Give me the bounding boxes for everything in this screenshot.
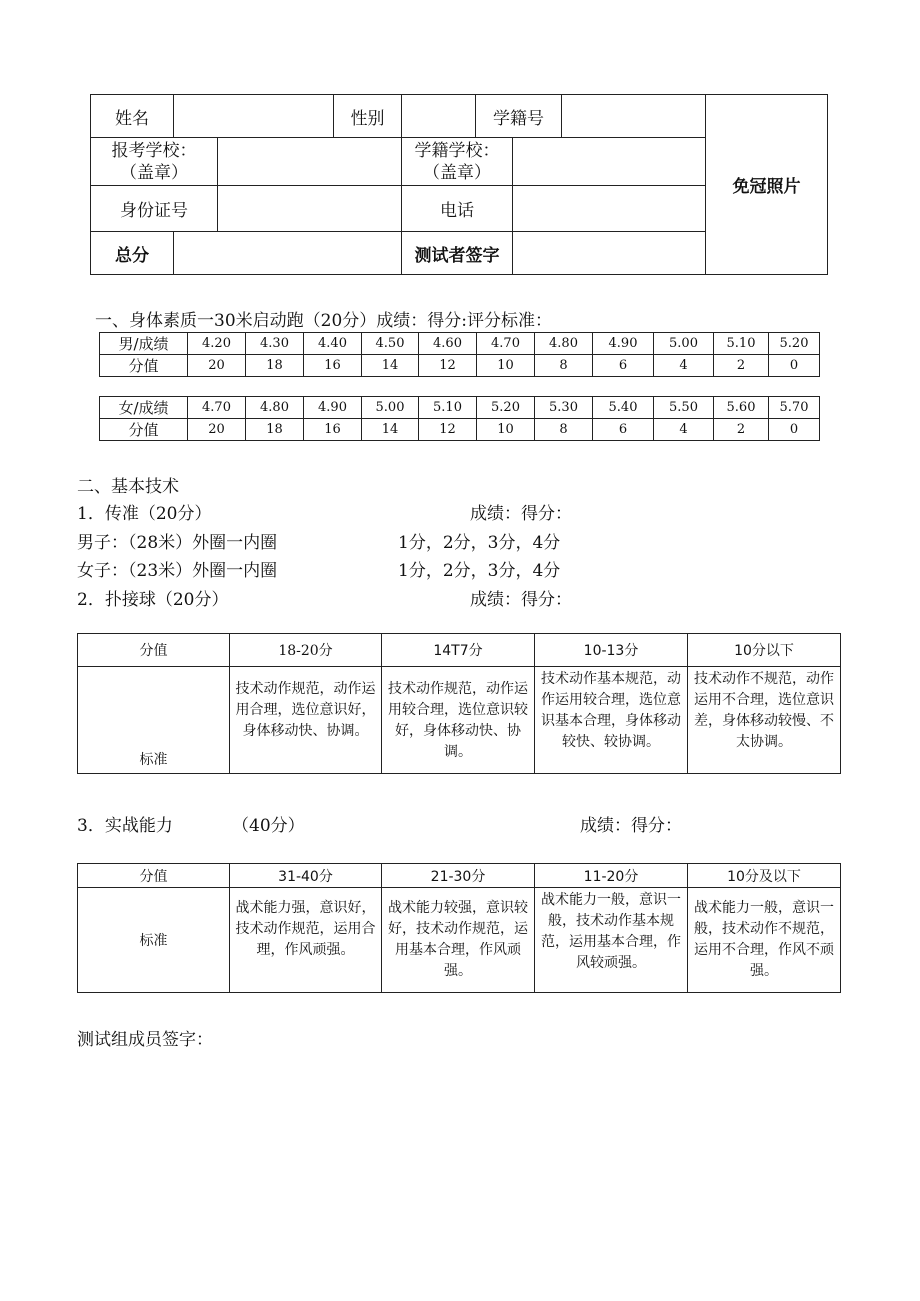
- combat-standard-row: [78, 888, 841, 993]
- gender-field[interactable]: [402, 95, 476, 138]
- combat-standard-cell: 战术能力一般，意识一般，技术动作基本规范，运用基本合理，作风较顽强。: [535, 888, 688, 993]
- male-time-cell: 4.30: [246, 333, 304, 355]
- combat-standards-table: [77, 863, 841, 993]
- combat-title: 3．实战能力: [77, 816, 173, 836]
- male-time-cell: 4.20: [188, 333, 246, 355]
- catch-header-cell: 18-20分: [230, 634, 382, 667]
- name-label: 姓名: [91, 95, 174, 138]
- reg-school-field[interactable]: [513, 138, 706, 186]
- male-score-cell: 10: [477, 355, 535, 377]
- pass-accuracy-title: 1．传准（20分）: [77, 504, 212, 524]
- female-score-cell: 12: [419, 419, 477, 441]
- combat-standard-cell: 战术能力较强，意识较好，技术动作规范，运用基本合理，作风顽强。: [382, 888, 535, 993]
- male-times-row: [100, 333, 820, 355]
- female-time-cell: 4.80: [246, 397, 304, 419]
- phone-label: 电话: [402, 186, 513, 232]
- combat-header-cell: 10分及以下: [688, 864, 841, 888]
- tester-sign-label: 测试者签字: [402, 232, 513, 275]
- female-scores-row: [100, 419, 820, 441]
- combat-standard-cell: 战术能力一般，意识一般，技术动作不规范，运用不合理，作风不顽强。: [688, 888, 841, 993]
- female-time-cell: 5.50: [654, 397, 714, 419]
- catch-result: 成绩：得分：: [470, 590, 572, 610]
- female-time-cell: 4.70: [188, 397, 246, 419]
- female-score-cell: 16: [304, 419, 362, 441]
- reg-school-label: [402, 138, 513, 186]
- catch-header-row: [78, 634, 841, 667]
- female-scores-label: 分值: [100, 419, 188, 441]
- reg-school-label-2: （盖章）: [423, 162, 491, 183]
- catch-col-label: 分值: [78, 634, 230, 667]
- catch-standard-cell: 技术动作不规范，动作运用不合理，选位意识差，身体移动较慢、不太协调。: [688, 667, 841, 774]
- catch-header-cell: 10分以下: [688, 634, 841, 667]
- catch-standard-cell: 技术动作基本规范，动作运用较合理，选位意识基本合理，身体移动较快、较协调。: [535, 667, 688, 774]
- catch-row-label: 标准: [78, 667, 230, 774]
- female-score-cell: 8: [535, 419, 593, 441]
- male-score-cell: 6: [593, 355, 654, 377]
- id-card-field[interactable]: [218, 186, 402, 232]
- female-times-row: [100, 397, 820, 419]
- female-pass-line: 女子：（23米）外圈一内圈: [77, 561, 278, 581]
- male-score-cell: 4: [654, 355, 714, 377]
- male-score-cell: 8: [535, 355, 593, 377]
- female-pass-points: 1分，2分，3分，4分: [398, 561, 561, 581]
- combat-header-row: [78, 864, 841, 888]
- female-score-cell: 4: [654, 419, 714, 441]
- reg-school-label-1: 学籍学校：: [414, 140, 500, 161]
- female-times-label: 女/成绩: [100, 397, 188, 419]
- total-score-field[interactable]: [174, 232, 402, 275]
- apply-school-label: [91, 138, 218, 186]
- catch-header-cell: 14T7分: [382, 634, 535, 667]
- catch-header-cell: 10-13分: [535, 634, 688, 667]
- female-time-cell: 5.20: [477, 397, 535, 419]
- catch-standard-row: [78, 667, 841, 774]
- section2-heading: 二、基本技术: [77, 477, 179, 497]
- female-time-cell: 5.30: [535, 397, 593, 419]
- student-id-label: 学籍号: [476, 95, 562, 138]
- male-time-cell: 5.00: [654, 333, 714, 355]
- catch-title: 2．扑接球（20分）: [77, 590, 229, 610]
- male-score-cell: 0: [769, 355, 820, 377]
- male-time-cell: 4.70: [477, 333, 535, 355]
- photo-box: 免冠照片: [706, 95, 828, 275]
- female-score-cell: 14: [362, 419, 419, 441]
- combat-points: （40分）: [232, 816, 305, 836]
- male-score-cell: 14: [362, 355, 419, 377]
- female-score-cell: 0: [769, 419, 820, 441]
- male-time-cell: 4.60: [419, 333, 477, 355]
- gender-label: 性别: [334, 95, 402, 138]
- combat-col-label: 分值: [78, 864, 230, 888]
- combat-row-label: 标准: [78, 888, 230, 993]
- female-time-cell: 5.70: [769, 397, 820, 419]
- combat-header-cell: 11-20分: [535, 864, 688, 888]
- section1-heading: 一、身体素质一30米启动跑（20分）成绩：得分:评分标准：: [95, 311, 552, 331]
- male-scores-label: 分值: [100, 355, 188, 377]
- female-score-cell: 6: [593, 419, 654, 441]
- combat-header-cell: 21-30分: [382, 864, 535, 888]
- male-time-cell: 4.40: [304, 333, 362, 355]
- female-time-cell: 5.60: [714, 397, 769, 419]
- female-score-cell: 18: [246, 419, 304, 441]
- phone-field[interactable]: [513, 186, 706, 232]
- male-times-label: 男/成绩: [100, 333, 188, 355]
- apply-school-label-2: （盖章）: [120, 162, 188, 183]
- male-time-cell: 4.50: [362, 333, 419, 355]
- female-time-cell: 4.90: [304, 397, 362, 419]
- pass-accuracy-result: 成绩：得分：: [470, 504, 572, 524]
- catch-standard-cell: 技术动作规范，动作运用较合理，选位意识较好，身体移动快、协调。: [382, 667, 535, 774]
- female-time-cell: 5.10: [419, 397, 477, 419]
- female-score-table: [99, 396, 820, 441]
- catch-standards-table: [77, 633, 841, 774]
- male-time-cell: 5.10: [714, 333, 769, 355]
- total-score-label: 总分: [91, 232, 174, 275]
- id-card-label: 身份证号: [91, 186, 218, 232]
- male-score-cell: 20: [188, 355, 246, 377]
- catch-standard-cell: 技术动作规范，动作运用合理，选位意识好，身体移动快、协调。: [230, 667, 382, 774]
- female-time-cell: 5.00: [362, 397, 419, 419]
- male-pass-points: 1分，2分，3分，4分: [398, 533, 561, 553]
- male-pass-line: 男子：（28米）外圈一内圈: [77, 533, 278, 553]
- combat-standard-cell: 战术能力强，意识好，技术动作规范，运用合理，作风顽强。: [230, 888, 382, 993]
- male-score-cell: 16: [304, 355, 362, 377]
- apply-school-label-1: 报考学校：: [111, 140, 197, 161]
- male-score-cell: 18: [246, 355, 304, 377]
- tester-sign-field[interactable]: [513, 232, 706, 275]
- combat-result: 成绩：得分：: [580, 816, 682, 836]
- combat-header-cell: 31-40分: [230, 864, 382, 888]
- male-scores-row: [100, 355, 820, 377]
- male-time-cell: 4.90: [593, 333, 654, 355]
- male-score-table: [99, 332, 820, 377]
- name-field[interactable]: [174, 95, 334, 138]
- female-time-cell: 5.40: [593, 397, 654, 419]
- info-table: [90, 94, 828, 275]
- tester-group-sign-label: 测试组成员签字：: [77, 1030, 213, 1050]
- female-score-cell: 20: [188, 419, 246, 441]
- male-time-cell: 5.20: [769, 333, 820, 355]
- male-time-cell: 4.80: [535, 333, 593, 355]
- female-score-cell: 10: [477, 419, 535, 441]
- female-score-cell: 2: [714, 419, 769, 441]
- male-score-cell: 2: [714, 355, 769, 377]
- apply-school-field[interactable]: [218, 138, 402, 186]
- student-id-field[interactable]: [562, 95, 706, 138]
- male-score-cell: 12: [419, 355, 477, 377]
